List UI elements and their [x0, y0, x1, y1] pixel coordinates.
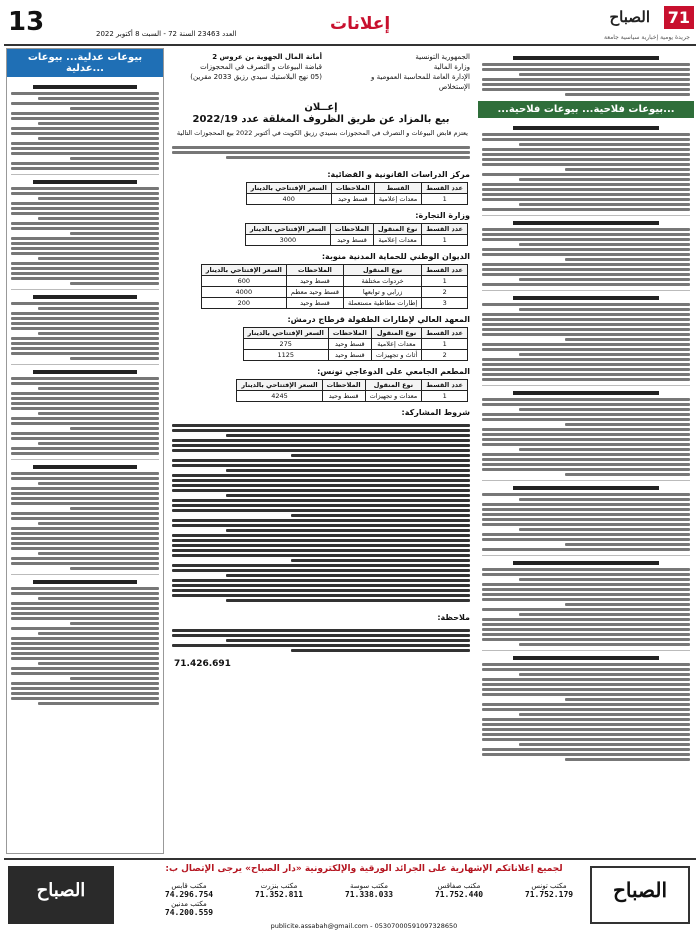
- table-cell: قسط وحيد معطم: [286, 287, 343, 298]
- table-cell: 2: [422, 350, 468, 361]
- table-cell: 1: [422, 276, 468, 287]
- items-container: [168, 170, 474, 402]
- item-title: المعهد العالي لإطارات الطفولة قرطاج درمش:: [287, 315, 470, 324]
- table-header-cell: القسط: [374, 183, 422, 194]
- table-header-cell: عدد القسط: [422, 224, 468, 235]
- table-cell: 4000: [201, 287, 286, 298]
- table-header-cell: نوع المنقول: [365, 380, 422, 391]
- office-contact: [134, 900, 244, 917]
- item-table: [236, 379, 468, 402]
- left-banner: بيوعات عدلية... بيوعات عدلية...: [7, 49, 163, 77]
- footer-email: publicite.assabah@gmail.com - 05307000591097328650: [270, 922, 458, 930]
- table-cell: أثاث و تجهيزات: [371, 350, 421, 361]
- table-header-cell: الملاحظات: [286, 265, 343, 276]
- table-row: [201, 276, 467, 287]
- table-header-cell: الملاحظات: [331, 224, 374, 235]
- table-row: [243, 350, 467, 361]
- office-phone: 71.352.811: [254, 890, 304, 899]
- table-row: [201, 287, 467, 298]
- table-cell: قسط وحيد: [322, 391, 365, 402]
- table-header-cell: عدد القسط: [422, 328, 468, 339]
- office-name: أمانة المال الجهوية بن عروس 2: [212, 53, 322, 61]
- table-header-cell: نوع المنقول: [371, 328, 421, 339]
- table-cell: قسط وحيد: [331, 235, 374, 246]
- table-cell: زرابي و توابعها: [343, 287, 421, 298]
- office-name: مكتب قابس: [171, 882, 207, 890]
- table-cell: 3: [422, 298, 468, 309]
- table-cell: معدات و تجهيزات: [365, 391, 422, 402]
- item-title: الديوان الوطني للحماية المدنية منوبة:: [321, 252, 470, 261]
- masthead-tagline: جريدة يومية إخبارية سياسية جامعة: [603, 34, 690, 41]
- item-title: مركز الدراسات القانونية و القضائية:: [327, 170, 470, 179]
- right-banner: ...بيوعات فلاحية... بيوعات فلاحية...: [478, 101, 694, 118]
- office-phone: 71.752.440: [434, 890, 484, 899]
- table-cell: 1: [422, 391, 468, 402]
- notice-heading: إعــلان: [304, 102, 338, 113]
- terms-text: [168, 419, 474, 607]
- office-phone: 74.296.754: [164, 890, 214, 899]
- table-cell: قسط وحيد: [328, 339, 371, 350]
- item-table: [245, 223, 468, 246]
- page-number: 13: [8, 7, 45, 37]
- table-row: [246, 194, 467, 205]
- table-header-cell: عدد القسط: [422, 265, 468, 276]
- table-header-cell: عدد القسط: [422, 380, 468, 391]
- table-cell: 3000: [245, 235, 330, 246]
- table-cell: 200: [201, 298, 286, 309]
- notes-text: [168, 624, 474, 657]
- republic: الجمهورية التونسية: [415, 53, 470, 61]
- notice-subheading: بيع بالمزاد عن طريق الظروف المغلقة عدد 2022/19: [192, 114, 450, 125]
- right-column: [478, 48, 694, 854]
- item-title: وزارة التجارة:: [415, 211, 470, 220]
- item-table: [201, 264, 468, 309]
- table-header-cell: الملاحظات: [328, 328, 371, 339]
- item-table: [243, 327, 468, 361]
- footer-logo-left: الصباح: [8, 866, 114, 924]
- office-name: مكتب بنزرت: [260, 882, 298, 890]
- table-cell: 4245: [237, 391, 322, 402]
- table-cell: معدات إعلامية: [371, 339, 421, 350]
- office-contact: [134, 882, 244, 899]
- table-cell: معدات إعلامية: [374, 194, 422, 205]
- table-row: [245, 235, 467, 246]
- table-header-cell: السعر الإفتتاحي بالدينار: [201, 265, 286, 276]
- table-cell: 1: [422, 339, 468, 350]
- table-header-cell: السعر الإفتتاحي بالدينار: [246, 183, 331, 194]
- table-cell: 275: [243, 339, 328, 350]
- office-name: مكتب تونس: [531, 882, 567, 890]
- tender-notice: [168, 48, 474, 854]
- table-row: [201, 298, 467, 309]
- notice-letterhead: [168, 48, 474, 98]
- office-name: مكتب مدنين: [171, 900, 207, 908]
- table-cell: قسط وحيد: [328, 350, 371, 361]
- table-cell: قسط وحيد: [286, 298, 343, 309]
- closing-account-number: 71.426.691: [174, 659, 231, 669]
- table-cell: قسط وحيد: [331, 194, 374, 205]
- directorate: الإدارة العامة للمحاسبة العمومية و الإستخلاص: [370, 73, 470, 91]
- office-phone: 71.752.179: [524, 890, 574, 899]
- table-cell: معدات إعلامية: [373, 235, 421, 246]
- table-header-cell: السعر الإفتتاحي بالدينار: [245, 224, 330, 235]
- notice-intro: يعتزم قابض البيوعات و التصرف في المحجوزات بسيدي رزيق الكويت في أكتوبر 2022 بيع المحجوزات التالية: [176, 129, 468, 137]
- office-name: مكتب سوسة: [350, 882, 388, 890]
- table-cell: إطارات مطاطية مستعملة: [343, 298, 421, 309]
- table-cell: 2: [422, 287, 468, 298]
- table-cell: 1: [422, 194, 468, 205]
- table-header-cell: الملاحظات: [331, 183, 374, 194]
- table-header-cell: عدد القسط: [422, 183, 468, 194]
- footer-headline: لجميع إعلاناتكم الإشهارية على الجرائد الورقية والإلكترونية «دار الصباح» يرجى الإتصال ب:: [165, 864, 563, 874]
- item-title: المطعم الجامعي على الدوعاجي تونس:: [317, 367, 470, 376]
- masthead: [554, 6, 694, 42]
- ministry: وزارة المالية: [433, 63, 470, 71]
- terms-title: شروط المشاركة:: [401, 408, 470, 417]
- table-header-cell: السعر الإفتتاحي بالدينار: [237, 380, 322, 391]
- table-header-cell: نوع المنقول: [373, 224, 421, 235]
- page-header: [0, 0, 700, 52]
- item-table: [246, 182, 468, 205]
- left-column: [6, 48, 164, 854]
- table-header-cell: الملاحظات: [322, 380, 365, 391]
- footer-logo-right: الصباح: [590, 866, 690, 924]
- table-cell: قسط وحيد: [286, 276, 343, 287]
- section-title: إعلانات: [330, 14, 391, 34]
- office-address: (05 نهج البلاستيك سيدي رزيق 2033 مقرين): [190, 73, 322, 81]
- dateline: العدد 23463 السنة 72 - السبت 8 أكتوبر 2022: [96, 30, 237, 38]
- table-cell: خردوات مختلفة: [343, 276, 421, 287]
- notes-title: ملاحظة:: [437, 613, 470, 622]
- right-text-block: [478, 118, 694, 766]
- table-cell: 1: [422, 235, 468, 246]
- office-phone: 71.338.033: [344, 890, 394, 899]
- masthead-logo: الصباح: [609, 8, 650, 26]
- table-row: [237, 391, 468, 402]
- table-header-cell: السعر الإفتتاحي بالدينار: [243, 328, 328, 339]
- table-row: [243, 339, 467, 350]
- header-rule: [4, 44, 696, 46]
- office-phone: 74.200.559: [164, 908, 214, 917]
- table-cell: 1125: [243, 350, 328, 361]
- masthead-number: 71: [664, 6, 694, 29]
- footer: [4, 858, 696, 930]
- right-top-block: [478, 48, 694, 101]
- left-text-block: [7, 77, 163, 710]
- office-sub: قباضة البيوعات و التصرف في المحجوزات: [200, 63, 322, 71]
- table-cell: 600: [201, 276, 286, 287]
- table-cell: 400: [246, 194, 331, 205]
- office-name: مكتب صفاقس: [437, 882, 481, 890]
- table-header-cell: نوع المنقول: [343, 265, 421, 276]
